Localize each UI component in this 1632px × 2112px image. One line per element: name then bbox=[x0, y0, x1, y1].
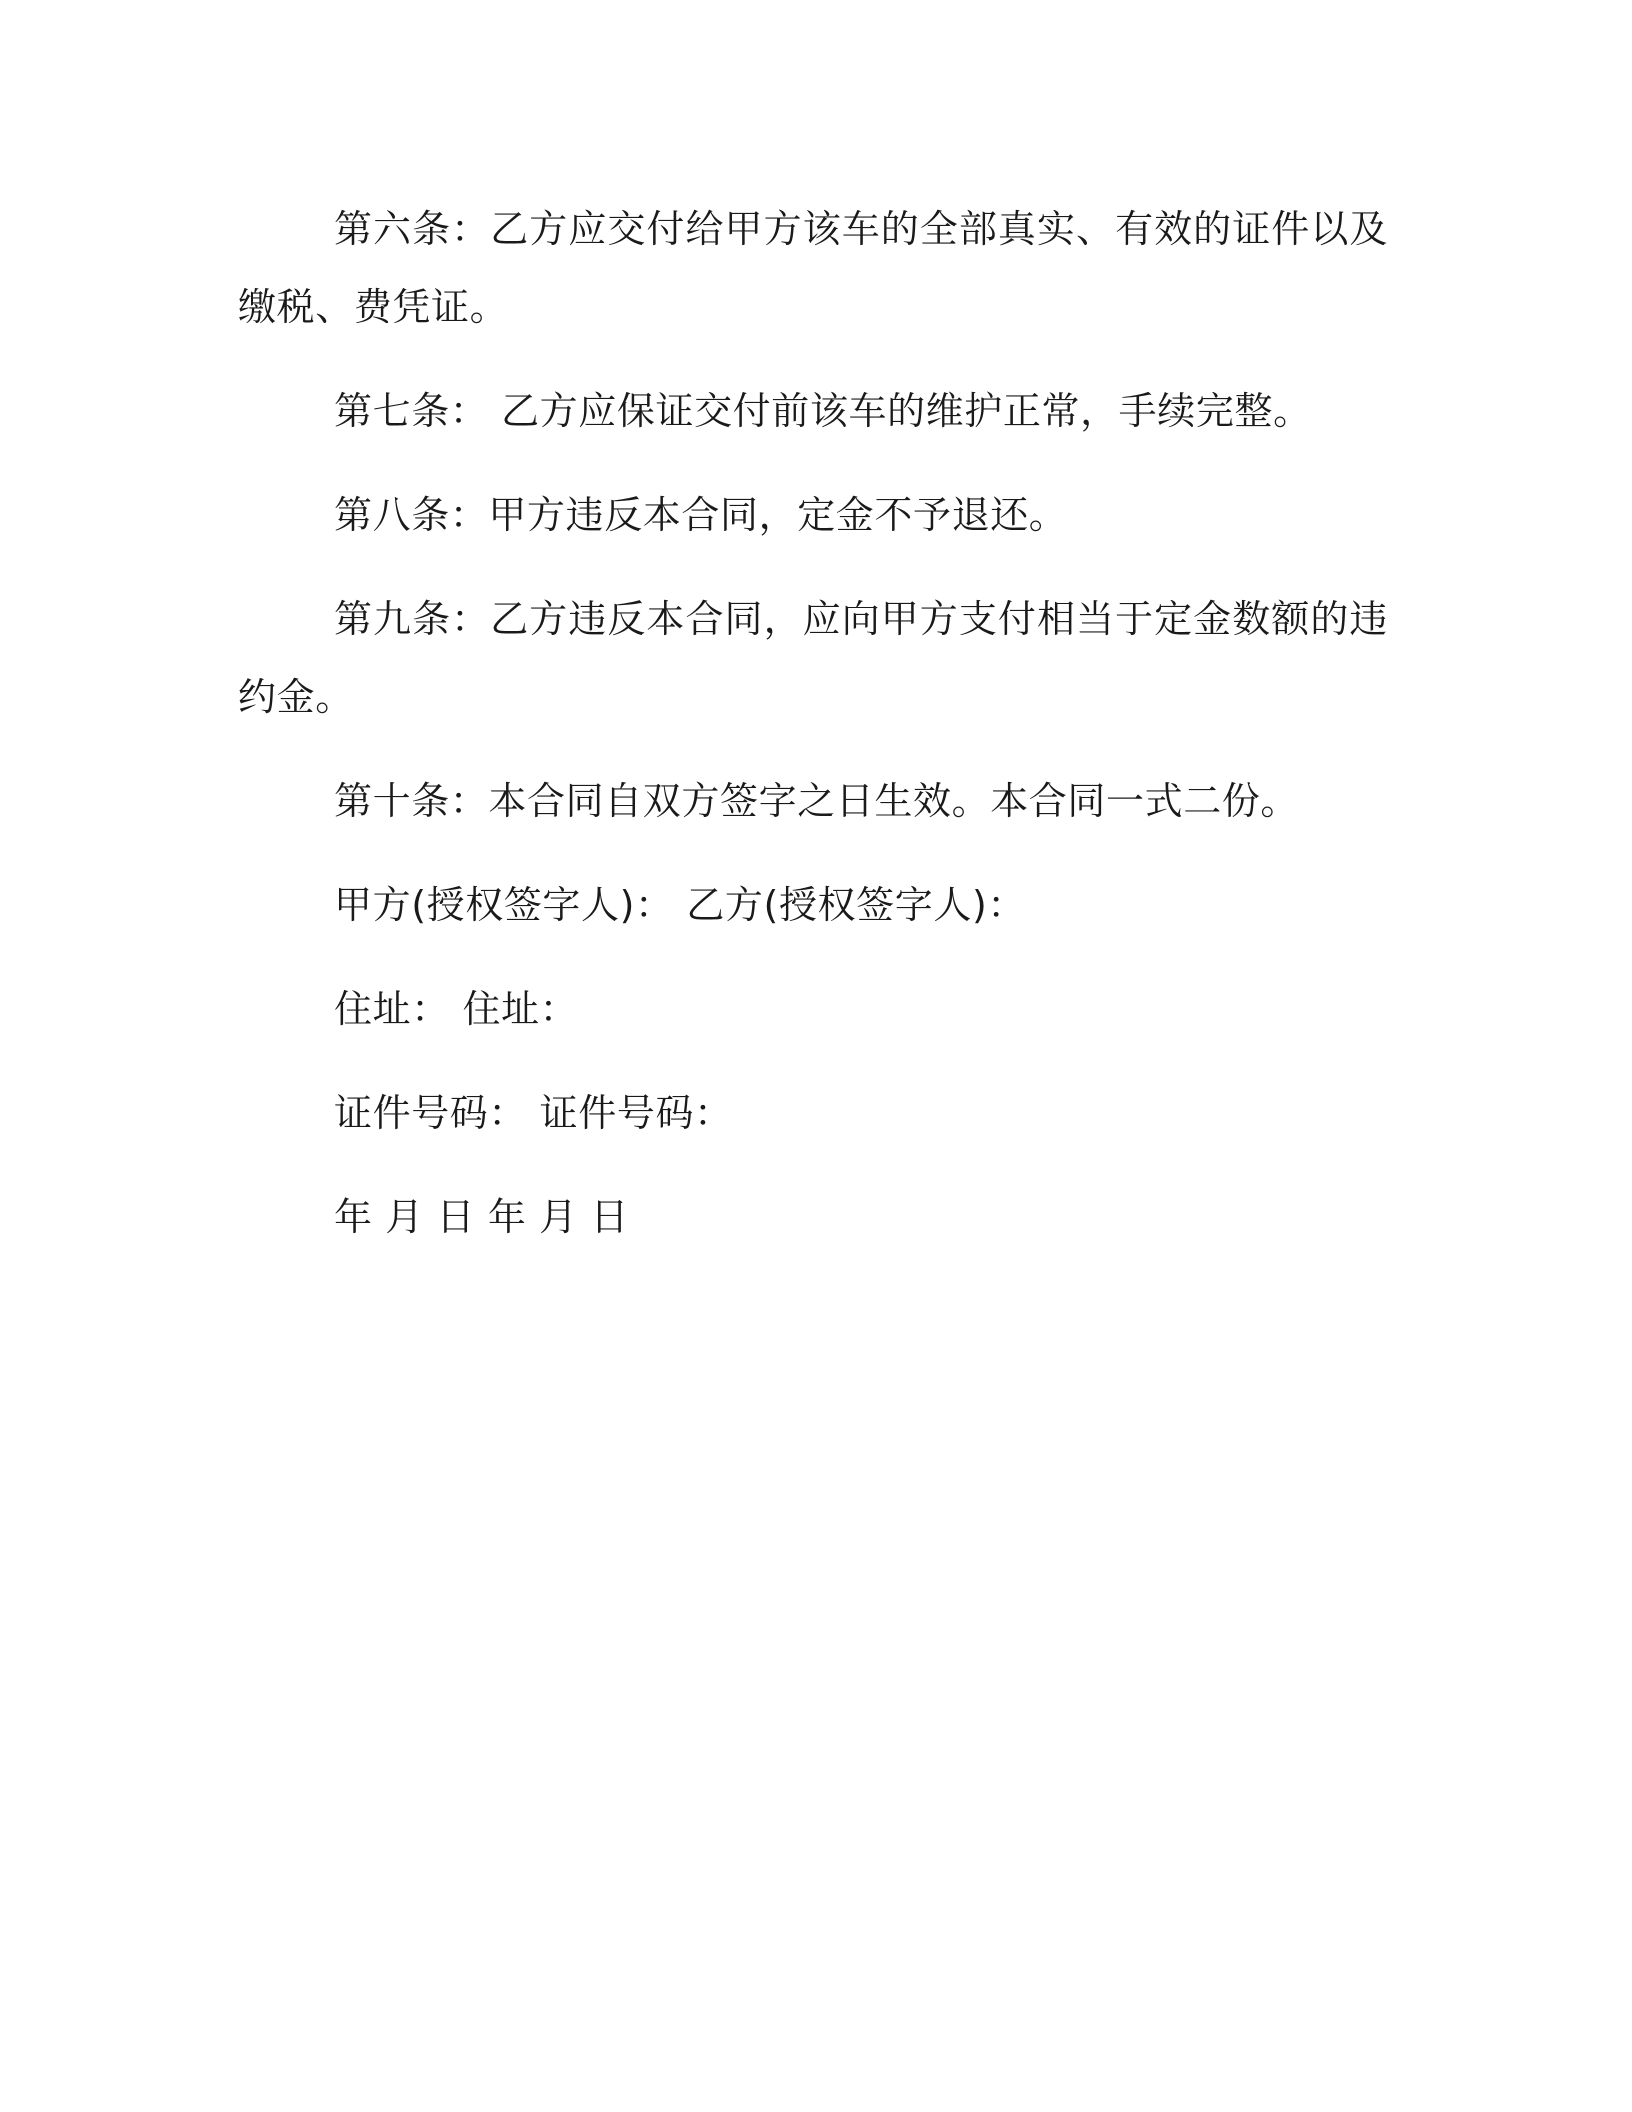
clause-9: 第九条：乙方违反本合同，应向甲方支付相当于定金数额的违约金。 bbox=[238, 597, 1388, 719]
address-line: 住址： 住址： bbox=[334, 987, 579, 1031]
id-number-line: 证件号码： 证件号码： bbox=[334, 1091, 733, 1135]
clause-6: 第六条：乙方应交付给甲方该车的全部真实、有效的证件以及缴税、费凭证。 bbox=[238, 207, 1388, 329]
clause-7: 第七条： 乙方应保证交付前该车的维护正常，手续完整。 bbox=[334, 389, 1312, 433]
clause-10: 第十条：本合同自双方签字之日生效。本合同一式二份。 bbox=[334, 779, 1300, 823]
signatory-line: 甲方(授权签字人)： 乙方(授权签字人)： bbox=[334, 883, 1026, 927]
document-body bbox=[238, 190, 1388, 1282]
date-line: 年 月 日 年 月 日 bbox=[334, 1195, 629, 1239]
clause-8: 第八条：甲方违反本合同，定金不予退还。 bbox=[334, 493, 1068, 537]
